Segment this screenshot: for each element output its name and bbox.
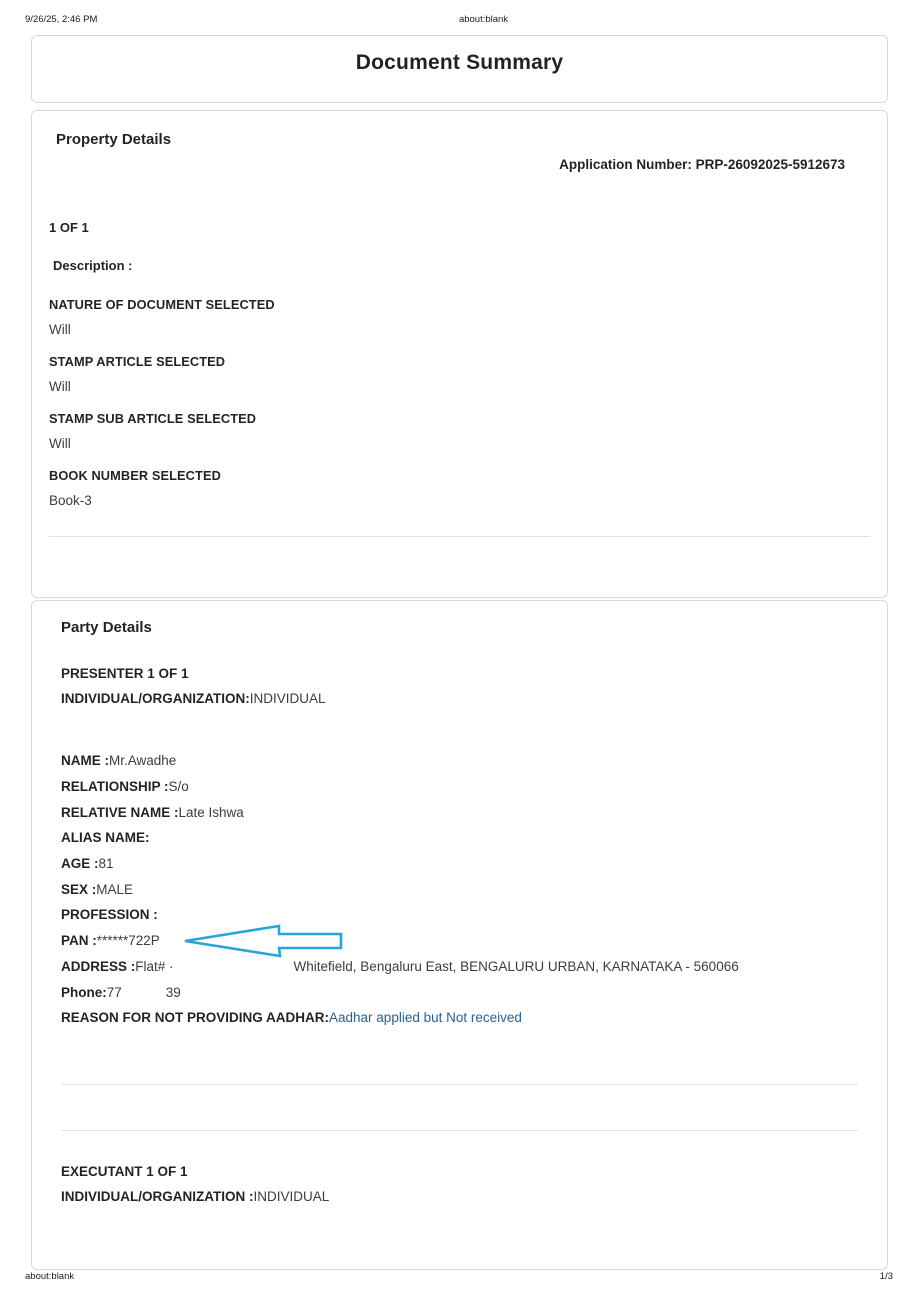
org-value: INDIVIDUAL	[249, 691, 326, 706]
page-title: Document Summary	[355, 51, 564, 74]
field-label: STAMP ARTICLE SELECTED	[49, 354, 226, 369]
org-label: INDIVIDUAL/ORGANIZATION :	[61, 1188, 254, 1204]
property-count: 1 OF 1	[49, 220, 89, 235]
field-stamp-sub-article	[49, 411, 870, 451]
field-label: BOOK NUMBER SELECTED	[49, 468, 221, 483]
party-field-row-alias-name: ALIAS NAME:	[61, 830, 150, 846]
field-value: Will	[49, 379, 71, 394]
section-divider	[49, 536, 870, 537]
field-label: NATURE OF DOCUMENT SELECTED	[49, 297, 275, 312]
party-field-row-relationship: RELATIONSHIP : S/o	[61, 779, 189, 795]
party-field-row-name: NAME : Mr.Awadhe	[61, 753, 177, 769]
field-book-number	[49, 468, 870, 508]
pan-arrow-icon	[182, 924, 344, 958]
party-field-row-sex: SEX : MALE	[61, 881, 134, 897]
section-divider	[61, 1130, 858, 1131]
field-value: Will	[49, 322, 71, 337]
aadhar-reason-value: Aadhar applied but Not received	[329, 1010, 522, 1026]
presenter-heading: PRESENTER 1 OF 1	[61, 666, 189, 681]
field-nature-of-document	[49, 297, 870, 337]
field-value: Will	[49, 436, 71, 451]
party-field-row-pan: PAN : ******722P	[61, 928, 858, 954]
section-divider	[61, 1084, 858, 1085]
field-stamp-article	[49, 354, 870, 394]
print-header-title: about:blank	[458, 14, 509, 25]
org-value: INDIVIDUAL	[253, 1188, 330, 1204]
party-field-row-age: AGE : 81	[61, 856, 114, 872]
party-field-row-address: ADDRESS : Flat# · Whitefield, Bengaluru East, BENGALURU URBAN, KARNATAKA - 560066	[61, 958, 739, 974]
description-label: Description :	[53, 258, 133, 273]
presenter-org-line	[61, 691, 858, 706]
party-field-row-aadhar-reason: REASON FOR NOT PROVIDING AADHAR: Aadhar applied but Not received	[61, 1010, 522, 1026]
field-label: STAMP SUB ARTICLE SELECTED	[49, 411, 257, 426]
field-value: Book-3	[49, 493, 92, 508]
executant-heading: EXECUTANT 1 OF 1	[61, 1163, 188, 1179]
property-details-card	[31, 110, 888, 598]
print-header-datetime: 9/26/25, 2:46 PM	[25, 14, 98, 25]
party-field-row-phone: Phone: 77 39	[61, 984, 181, 1000]
print-footer-url: about:blank	[25, 1271, 75, 1282]
party-field-row-relative-name: RELATIVE NAME : Late Ishwa	[61, 804, 244, 820]
party-details-heading: Party Details	[61, 619, 152, 636]
presenter-fields	[61, 748, 858, 1031]
party-details-card	[31, 600, 888, 1270]
application-number: Application Number: PRP-26092025-5912673	[559, 157, 845, 172]
org-label: INDIVIDUAL/ORGANIZATION:	[61, 691, 250, 706]
property-details-heading: Property Details	[56, 131, 172, 148]
party-field-row-profession: PROFESSION :	[61, 907, 158, 923]
title-card	[31, 35, 888, 103]
print-footer-page: 1/3	[879, 1271, 893, 1282]
executant-org-line	[61, 1189, 858, 1204]
